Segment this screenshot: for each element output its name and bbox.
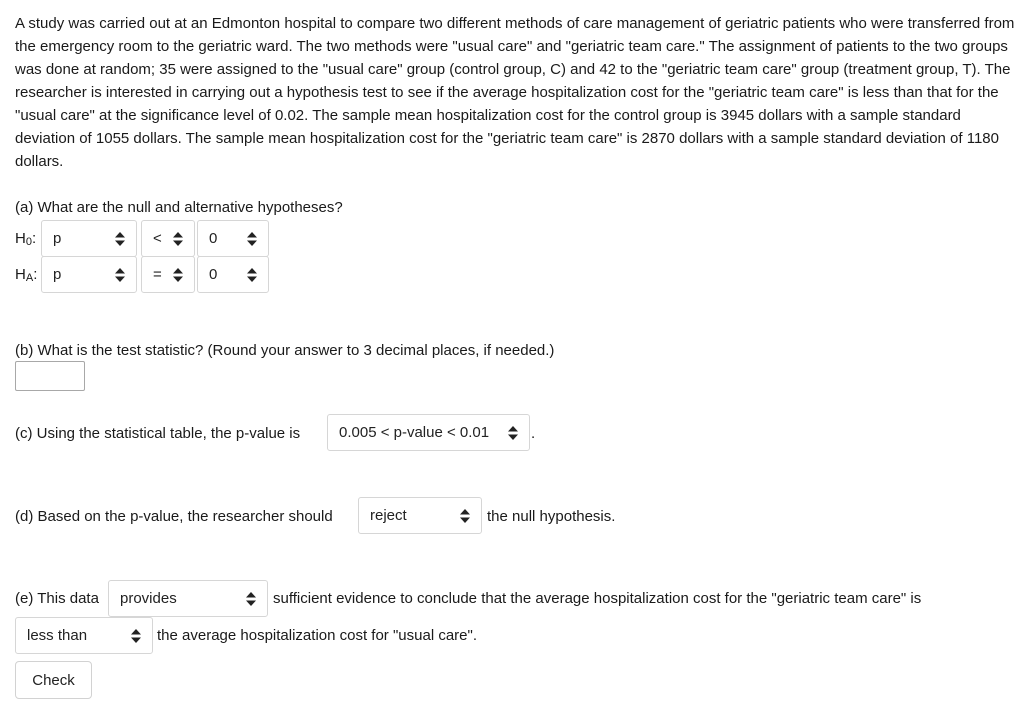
up-down-chevron-icon — [114, 267, 126, 283]
up-down-chevron-icon — [246, 267, 258, 283]
decision-value: reject — [370, 507, 407, 524]
ha-value-select[interactable] — [197, 256, 269, 293]
up-down-chevron-icon — [114, 231, 126, 247]
h0-operator-select[interactable] — [141, 220, 195, 257]
h0-parameter-value: p — [53, 230, 62, 247]
part-e-middle: sufficient evidence to conclude that the average hospitalization cost for the "geriatric team care" is — [273, 590, 922, 607]
part-a-question: (a) What are the null and alternative hypotheses? — [15, 199, 343, 216]
part-e-suffix: the average hospitalization cost for "usual care". — [157, 627, 477, 644]
check-button[interactable]: Check — [15, 661, 92, 699]
up-down-chevron-icon — [246, 231, 258, 247]
h0-label: $H_0$: — [15, 230, 37, 248]
up-down-chevron-icon — [459, 508, 471, 524]
up-down-chevron-icon — [172, 231, 184, 247]
comparison-select[interactable] — [15, 617, 153, 654]
h0-value-value: 0 — [209, 230, 218, 247]
part-c-suffix: . — [531, 425, 536, 442]
test-statistic-input[interactable] — [15, 361, 85, 391]
h0-value-select[interactable] — [197, 220, 269, 257]
decision-select[interactable] — [358, 497, 482, 534]
ha-operator-value: = — [153, 266, 162, 283]
part-d-prefix: (d) Based on the p-value, the researcher should — [15, 508, 333, 525]
part-c-prefix: (c) Using the statistical table, the p-value is — [15, 425, 301, 442]
evidence-value: provides — [120, 590, 177, 607]
up-down-chevron-icon — [130, 628, 142, 644]
part-b-question: (b) What is the test statistic? (Round your answer to 3 decimal places, if needed.) — [15, 342, 555, 359]
up-down-chevron-icon — [245, 591, 257, 607]
problem-statement: A study was carried out at an Edmonton hospital to compare two different methods of care management of geriatric patients who were transferred from the emergency room to the geriatric ward. The two methods were "usual care" and "geriatric team care." The assignment of patients to the two groups was done at random; 35 were assigned to the "usual care" group (control group, C) and 42 to the "geriatric team care" group (treatment group, T). The researcher is interested in carrying out a hypothesis test to see if the average hospitalization cost for the "geriatric team care" is less than that for the "usual care" at the significance level of 0.02. The sample mean hospitalization cost for the control group is 3945 dollars with a sample standard deviation of 1055 dollars. The sample mean hospitalization cost for the "geriatric team care" is 2870 dollars with a sample standard deviation of 1180 dollars. — [15, 15, 1015, 170]
ha-parameter-value: p — [53, 266, 62, 283]
ha-operator-select[interactable] — [141, 256, 195, 293]
p-value-range-select[interactable] — [327, 414, 530, 451]
part-e-prefix: (e) This data — [15, 590, 99, 607]
ha-parameter-select[interactable] — [41, 256, 137, 293]
comparison-value: less than — [27, 627, 88, 644]
ha-label: $H_A$: — [15, 266, 38, 284]
part-d-suffix: the null hypothesis. — [487, 508, 616, 525]
p-value-range-value: 0.005 < p-value < 0.01 — [339, 424, 490, 441]
up-down-chevron-icon — [172, 267, 184, 283]
h0-parameter-select[interactable] — [41, 220, 137, 257]
h0-operator-value: < — [153, 230, 162, 247]
ha-value-value: 0 — [209, 266, 218, 283]
up-down-chevron-icon — [507, 425, 519, 441]
evidence-select[interactable] — [108, 580, 268, 617]
